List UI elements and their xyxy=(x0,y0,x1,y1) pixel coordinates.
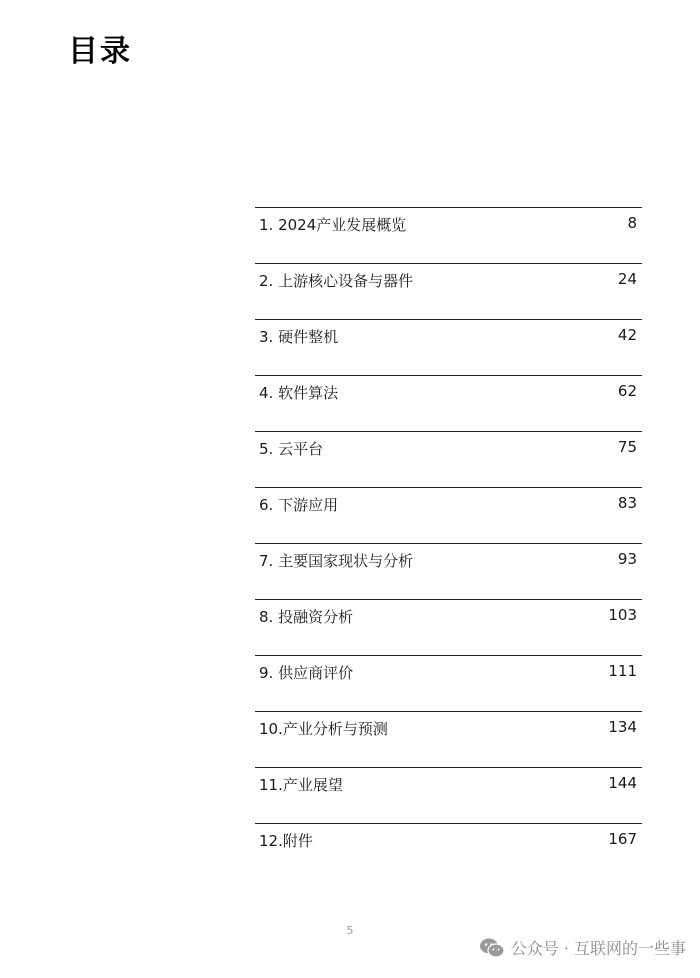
toc-item[interactable] xyxy=(255,375,642,431)
toc-item[interactable] xyxy=(255,543,642,599)
toc-item[interactable] xyxy=(255,655,642,711)
toc-item-label: 10.产业分析与预测 xyxy=(259,720,388,738)
toc-item-page: 111 xyxy=(608,662,637,680)
toc-item[interactable] xyxy=(255,823,642,879)
toc-item-label: 5. 云平台 xyxy=(259,440,324,458)
toc-item-page: 144 xyxy=(608,774,637,792)
toc-item-label: 6. 下游应用 xyxy=(259,496,339,514)
toc-item-page: 8 xyxy=(627,214,637,232)
watermark xyxy=(479,936,686,959)
toc-item[interactable] xyxy=(255,767,642,823)
toc-item-page: 167 xyxy=(608,830,637,848)
toc-item-label: 2. 上游核心设备与器件 xyxy=(259,272,414,290)
page-number: 5 xyxy=(346,924,354,937)
toc-item-label: 1. 2024产业发展概览 xyxy=(259,216,407,234)
toc-item-page: 93 xyxy=(617,550,637,568)
toc-item[interactable] xyxy=(255,431,642,487)
toc-item-page: 62 xyxy=(617,382,637,400)
toc-item-label: 11.产业展望 xyxy=(259,776,343,794)
toc-item-label: 8. 投融资分析 xyxy=(259,608,354,626)
toc-item-label: 4. 软件算法 xyxy=(259,384,339,402)
toc-item-label: 12.附件 xyxy=(259,832,313,850)
toc-item[interactable] xyxy=(255,599,642,655)
toc-item-page: 103 xyxy=(608,606,637,624)
toc-item[interactable] xyxy=(255,711,642,767)
toc-item[interactable] xyxy=(255,263,642,319)
table-of-contents xyxy=(255,207,642,879)
toc-item-page: 24 xyxy=(617,270,637,288)
toc-item-page: 134 xyxy=(608,718,637,736)
toc-item-label: 9. 供应商评价 xyxy=(259,664,354,682)
watermark-text: 公众号 · 互联网的一些事 xyxy=(510,939,686,958)
toc-item-page: 75 xyxy=(617,438,637,456)
toc-item-label: 7. 主要国家现状与分析 xyxy=(259,552,414,570)
toc-item-page: 83 xyxy=(617,494,637,512)
page-title: 目录 xyxy=(68,34,132,69)
toc-item[interactable] xyxy=(255,207,642,263)
toc-item[interactable] xyxy=(255,487,642,543)
toc-item-page: 42 xyxy=(617,326,637,344)
toc-item-label: 3. 硬件整机 xyxy=(259,328,339,346)
toc-item[interactable] xyxy=(255,319,642,375)
wechat-icon xyxy=(479,937,505,959)
